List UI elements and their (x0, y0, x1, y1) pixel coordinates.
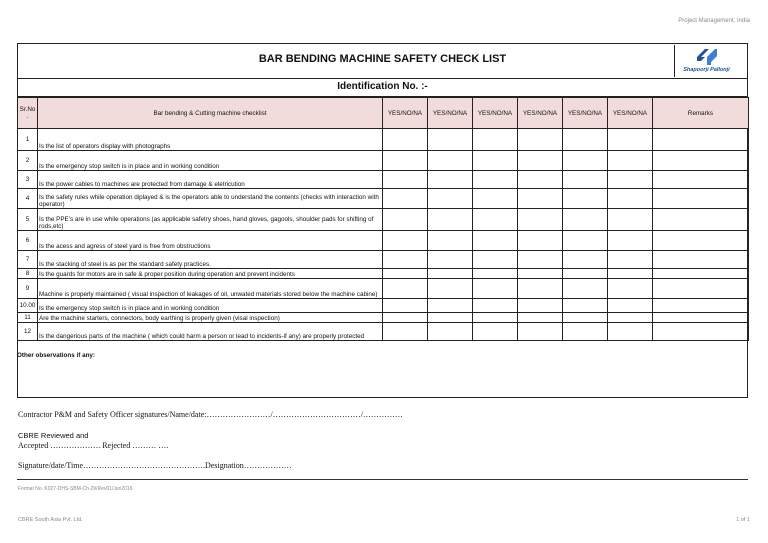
accepted-rejected-line: Accepted ………………. Rejected ……… …. (18, 441, 169, 450)
remarks-cell[interactable] (653, 269, 749, 279)
yes-no-na-cell[interactable] (428, 251, 473, 269)
remarks-cell[interactable] (653, 299, 749, 313)
col-remarks: Remarks (653, 98, 749, 129)
yes-no-na-cell[interactable] (428, 279, 473, 299)
yes-no-na-cell[interactable] (473, 269, 518, 279)
checklist-item: Is the emergency stop switch is in place and in working condition (38, 151, 383, 171)
col-srno: Sr.No . (18, 98, 38, 129)
footer-company: CBRE South Asia Pvt. Ltd. (18, 517, 83, 523)
yes-no-na-cell[interactable] (563, 269, 608, 279)
yes-no-na-cell[interactable] (473, 209, 518, 231)
table-row (18, 151, 749, 171)
checklist-item: Machine is properly maintained ( visual inspection of leakages of oil, unwated materials stored below the machine cabine) (38, 279, 383, 299)
checklist-item: Is the safety rules while operation diplayed & is the operators able to understand the contents (checks with interaction with operator) (38, 189, 383, 209)
yes-no-na-cell[interactable] (563, 251, 608, 269)
yes-no-na-cell[interactable] (383, 151, 428, 171)
sp-logo-icon (695, 48, 719, 66)
yes-no-na-cell[interactable] (608, 251, 653, 269)
yes-no-na-cell[interactable] (428, 151, 473, 171)
checklist-item: Is the acess and agress of steel yard is free from obstructions (38, 231, 383, 251)
yes-no-na-cell[interactable] (473, 151, 518, 171)
table-row (18, 299, 749, 313)
yes-no-na-cell[interactable] (428, 269, 473, 279)
yes-no-na-cell[interactable] (563, 231, 608, 251)
yes-no-na-cell[interactable] (428, 313, 473, 323)
yes-no-na-cell[interactable] (608, 171, 653, 189)
yes-no-na-cell[interactable] (608, 129, 653, 151)
divider (17, 479, 748, 480)
col-yes-no-na: YES/NO/NA (518, 98, 563, 129)
checklist-item: Is the stacking of steel is as per the standard safety practices. (38, 251, 383, 269)
yes-no-na-cell[interactable] (473, 189, 518, 209)
remarks-cell[interactable] (653, 231, 749, 251)
table-header-row (18, 98, 749, 129)
checklist-item: Are the machine starters, connectors, body earthing is properly given (visal inspection) (38, 313, 383, 323)
checklist-item: Is the power cables to machines are protected from damage & eletricution (38, 171, 383, 189)
checklist-item: Is the emergency stop switch is in place and in working condition (38, 299, 383, 313)
row-number: 6 (18, 231, 38, 251)
table-row (18, 279, 749, 299)
row-number: 7 (18, 251, 38, 269)
yes-no-na-cell[interactable] (473, 313, 518, 323)
yes-no-na-cell[interactable] (428, 171, 473, 189)
yes-no-na-cell[interactable] (473, 299, 518, 313)
remarks-cell[interactable] (653, 209, 749, 231)
contractor-signature-line: Contractor P&M and Safety Officer signatures/Name/date:……………………/……………………………/…………… (18, 410, 403, 419)
table-row (18, 269, 749, 279)
col-checklist: Bar bending & Cutting machine checklist (38, 98, 383, 129)
table-row (18, 323, 749, 341)
table-row (18, 171, 749, 189)
yes-no-na-cell[interactable] (383, 171, 428, 189)
yes-no-na-cell[interactable] (428, 323, 473, 341)
checklist-item: Is the guards for motors are in safe & proper position during operation and prevent incidents (38, 269, 383, 279)
yes-no-na-cell[interactable] (563, 189, 608, 209)
table-row (18, 313, 749, 323)
logo (674, 45, 738, 77)
yes-no-na-cell[interactable] (428, 189, 473, 209)
identification-row (17, 79, 748, 97)
row-number: 4 (18, 189, 38, 209)
yes-no-na-cell[interactable] (383, 299, 428, 313)
yes-no-na-cell[interactable] (608, 313, 653, 323)
col-yes-no-na: YES/NO/NA (473, 98, 518, 129)
yes-no-na-cell[interactable] (563, 129, 608, 151)
yes-no-na-cell[interactable] (383, 231, 428, 251)
yes-no-na-cell[interactable] (518, 189, 563, 209)
row-number: 5 (18, 209, 38, 231)
remarks-cell[interactable] (653, 151, 749, 171)
col-yes-no-na: YES/NO/NA (383, 98, 428, 129)
logo-text: Shapoorji Pallonji (683, 67, 730, 73)
yes-no-na-cell[interactable] (518, 209, 563, 231)
yes-no-na-cell[interactable] (428, 209, 473, 231)
yes-no-na-cell[interactable] (383, 269, 428, 279)
yes-no-na-cell[interactable] (383, 129, 428, 151)
yes-no-na-cell[interactable] (608, 279, 653, 299)
yes-no-na-cell[interactable] (383, 189, 428, 209)
yes-no-na-cell[interactable] (563, 279, 608, 299)
row-number: 2 (18, 151, 38, 171)
col-yes-no-na: YES/NO/NA (428, 98, 473, 129)
table-row (18, 251, 749, 269)
row-number: 8 (18, 269, 38, 279)
header-org-text: Project Management, India (678, 18, 750, 24)
yes-no-na-cell[interactable] (608, 299, 653, 313)
remarks-cell[interactable] (653, 189, 749, 209)
yes-no-na-cell[interactable] (383, 251, 428, 269)
cbre-reviewed-label: CBRE Reviewed and (18, 431, 89, 440)
yes-no-na-cell[interactable] (428, 129, 473, 151)
table-row (18, 209, 749, 231)
table-row (18, 129, 749, 151)
row-number: 9 (18, 279, 38, 299)
checklist-table (17, 97, 749, 341)
checklist-item: Is the PPE's are in use while operations (as applicable safetry shoes, hand gloves, gagools, shoulder pads for shifting of rods,etc) (38, 209, 383, 231)
yes-no-na-cell[interactable] (518, 151, 563, 171)
remarks-cell[interactable] (653, 313, 749, 323)
yes-no-na-cell[interactable] (473, 251, 518, 269)
yes-no-na-cell[interactable] (518, 313, 563, 323)
yes-no-na-cell[interactable] (608, 323, 653, 341)
remarks-cell[interactable] (653, 279, 749, 299)
yes-no-na-cell[interactable] (563, 323, 608, 341)
yes-no-na-cell[interactable] (473, 279, 518, 299)
yes-no-na-cell[interactable] (563, 171, 608, 189)
yes-no-na-cell[interactable] (563, 299, 608, 313)
yes-no-na-cell[interactable] (518, 129, 563, 151)
remarks-cell[interactable] (653, 129, 749, 151)
remarks-cell[interactable] (653, 171, 749, 189)
yes-no-na-cell[interactable] (563, 151, 608, 171)
yes-no-na-cell[interactable] (518, 279, 563, 299)
table-row (18, 231, 749, 251)
yes-no-na-cell[interactable] (518, 231, 563, 251)
yes-no-na-cell[interactable] (563, 209, 608, 231)
format-number: Format No. K027-DHS-SBM-Ch-29/Rev01/Jan2016 (18, 486, 133, 492)
yes-no-na-cell[interactable] (563, 313, 608, 323)
row-number: 3 (18, 171, 38, 189)
page-title: BAR BENDING MACHINE SAFETY CHECK LIST (258, 53, 507, 65)
yes-no-na-cell[interactable] (383, 209, 428, 231)
yes-no-na-cell[interactable] (473, 171, 518, 189)
row-number: 1 (18, 129, 38, 151)
footer-page-number: 1 of 1 (736, 517, 750, 523)
observations-label: Other observations if any: (17, 352, 96, 359)
yes-no-na-cell[interactable] (608, 231, 653, 251)
yes-no-na-cell[interactable] (428, 231, 473, 251)
yes-no-na-cell[interactable] (518, 251, 563, 269)
yes-no-na-cell[interactable] (518, 299, 563, 313)
yes-no-na-cell[interactable] (473, 231, 518, 251)
remarks-cell[interactable] (653, 323, 749, 341)
col-yes-no-na: YES/NO/NA (608, 98, 653, 129)
yes-no-na-cell[interactable] (473, 323, 518, 341)
yes-no-na-cell[interactable] (383, 323, 428, 341)
row-number: 10.00 (18, 299, 38, 313)
remarks-cell[interactable] (653, 251, 749, 269)
yes-no-na-cell[interactable] (608, 269, 653, 279)
yes-no-na-cell[interactable] (428, 299, 473, 313)
yes-no-na-cell[interactable] (518, 269, 563, 279)
checklist-item: Is the list of operators display with photographs (38, 129, 383, 151)
checklist-item: Is the dangerious parts of the machine ( which could harm a person or lead to incidents-if any) are properly protected (38, 323, 383, 341)
title-row (17, 43, 748, 79)
col-yes-no-na: YES/NO/NA (563, 98, 608, 129)
row-number: 12 (18, 323, 38, 341)
yes-no-na-cell[interactable] (383, 313, 428, 323)
yes-no-na-cell[interactable] (383, 279, 428, 299)
yes-no-na-cell[interactable] (518, 171, 563, 189)
yes-no-na-cell[interactable] (473, 129, 518, 151)
yes-no-na-cell[interactable] (518, 323, 563, 341)
row-number: 11 (18, 313, 38, 323)
yes-no-na-cell[interactable] (608, 209, 653, 231)
identification-label: Identification No. :- (337, 81, 428, 92)
yes-no-na-cell[interactable] (608, 151, 653, 171)
signature-designation-line: Signature/date/Time……………………………………….Designation……………… (18, 461, 292, 470)
table-row (18, 189, 749, 209)
yes-no-na-cell[interactable] (608, 189, 653, 209)
